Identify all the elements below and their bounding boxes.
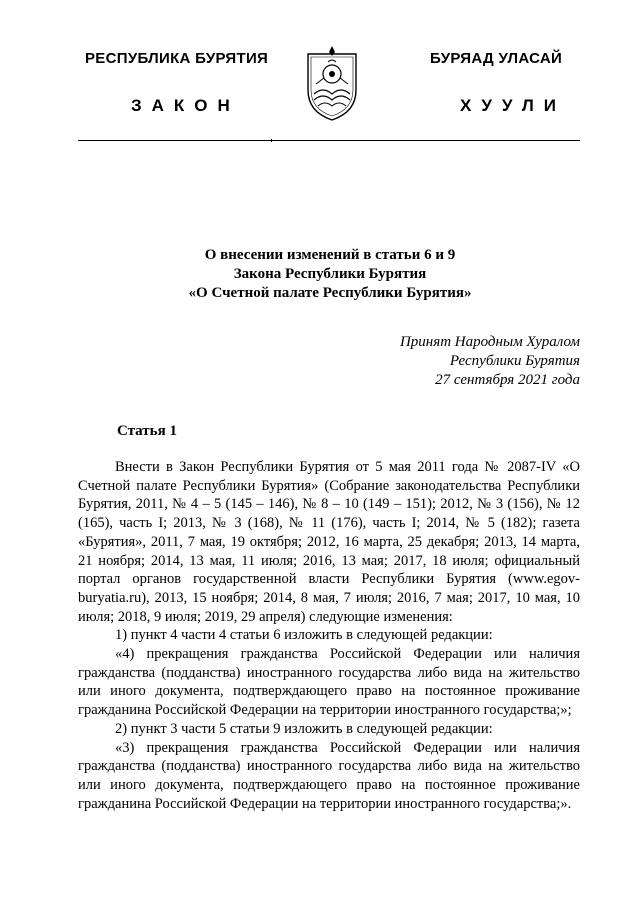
header-law-ru: ЗАКОН [131,96,240,115]
adoption-note [400,333,580,390]
adoption-note-line-2: Республики Бурятия [449,353,580,369]
adoption-note-line-1: Принят Народным Хуралом [399,334,580,350]
article-item-2: 2) пункт 3 части 5 статьи 9 изложить в следующей редакции: [115,720,493,737]
header-republic-bua: БУРЯАД УЛАСАЙ [430,50,563,67]
header-law-bua: ХУУЛИ [460,96,566,115]
article-item-1-text: «4) прекращения гражданства Российской Федерации или наличия гражданства (подданства) иностранного государства либо вида на жительство или иного документа, подтверждающего право на постоянное проживание гражданина Российской Федерации на территории иностранного государства;»; [78,646,580,719]
law-title-line-1: О внесении изменений в статьи 6 и 9 [204,247,456,263]
header-divider-mark [271,139,272,142]
header-divider [78,140,580,141]
article-intro: Внести в Закон Республики Бурятия от 5 мая 2011 года № 2087-IV «О Счетной палате Республики Бурятия» (Собрание законодательства Республики Бурятия, 2011, № 4 – 5 (145 – 146), № 8 – 10 (149 – 151); 2012, № 3 (156), № 12 (165), часть I; 2013, № 3 (168), № 11 (176), часть I; 2014, № 5 (182); газета «Бурятия», 2011, 7 мая, 19 октября; 2012, 16 марта, 25 декабря; 2013, 14 марта, 21 ноября; 2014, 13 мая, 11 июля; 2016, 13 мая; 2017, 18 июля; официальный портал органов государственной власти Республики Бурятия (www.egov-buryatia.ru), 2013, 15 ноября; 2014, 8 мая, 7 июля; 2016, 7 мая; 2017, 10 мая, 10 июля; 2018, 9 июля; 2019, 29 апреля) следующие изменения: [78,459,580,625]
article-item-1: 1) пункт 4 части 4 статьи 6 изложить в следующей редакции: [115,627,493,644]
law-title-line-2: Закона Республики Бурятия [233,266,427,282]
law-title [80,246,580,303]
article-item-2-text: «3) прекращения гражданства Российской Федерации или наличия гражданства (подданства) иностранного государства либо вида на жительство или иного документа, подтверждающего право на постоянное проживание гражданина Российской Федерации на территории иностранного государства;». [78,739,580,812]
adoption-date: 27 сентября 2021 года [435,372,580,388]
law-title-line-3: «О Счетной палате Республики Бурятия» [188,285,472,301]
article-body [78,458,580,813]
article-heading: Статья 1 [117,423,177,439]
coat-of-arms-icon [304,44,360,122]
header-republic-ru: РЕСПУБЛИКА БУРЯТИЯ [85,50,269,67]
